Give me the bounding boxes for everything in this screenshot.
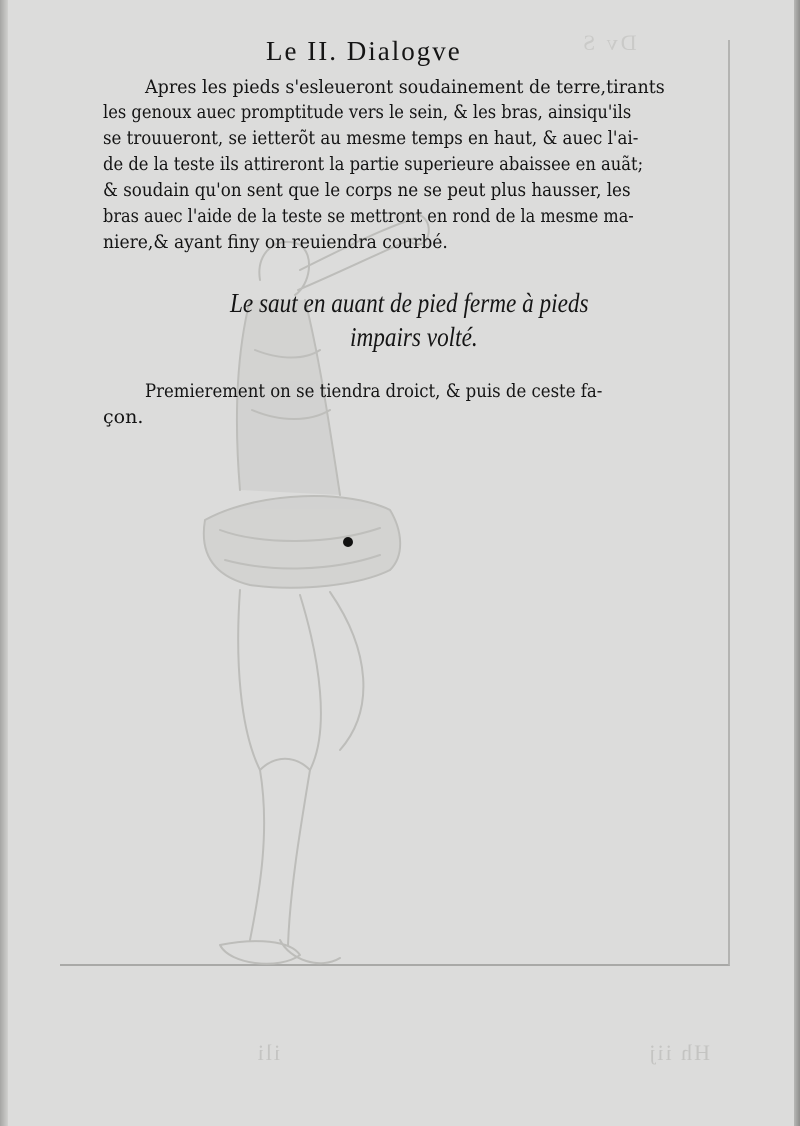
section-title-line-2: impairs volté. bbox=[350, 322, 478, 352]
paragraph-1 bbox=[103, 76, 743, 276]
paragraph-2-line-1: Premierement on se tiendra droict, & puis de ceste fa- bbox=[145, 380, 603, 402]
paragraph-2-line-2: çon. bbox=[103, 406, 144, 428]
page-edge-left bbox=[0, 0, 8, 1126]
paragraph-2 bbox=[103, 380, 743, 440]
paragraph-1-line-7: niere,& ayant finy on reuiendra courbé. bbox=[103, 231, 448, 253]
paragraph-1-line-5: & soudain qu'on sent que le corps ne se peut plus hausser, les bbox=[103, 179, 631, 201]
running-head: Le II. Dialogve bbox=[266, 36, 462, 66]
showthrough-signature: Hh iij bbox=[647, 1040, 710, 1065]
showthrough-top: Dv S bbox=[580, 30, 637, 55]
page-edge-right bbox=[794, 0, 800, 1126]
paragraph-1-line-3: se trouueront, se ietterõt au mesme temps en haut, & auec l'ai- bbox=[103, 127, 639, 149]
section-title-line-1: Le saut en auant de pied ferme à pieds bbox=[230, 288, 589, 318]
paragraph-1-line-1: Apres les pieds s'esleueront soudainement de terre,tirants bbox=[145, 76, 665, 98]
paragraph-1-line-2: les genoux auec promptitude vers le sein, & les bras, ainsiqu'ils bbox=[103, 101, 632, 123]
showthrough-signature-left: ili bbox=[255, 1040, 280, 1065]
paragraph-1-line-4: de de la teste ils attireront la partie superieure abaissee en auãt; bbox=[103, 153, 644, 175]
paragraph-1-line-6: bras auec l'aide de la teste se mettront en rond de la mesme ma- bbox=[103, 205, 634, 227]
